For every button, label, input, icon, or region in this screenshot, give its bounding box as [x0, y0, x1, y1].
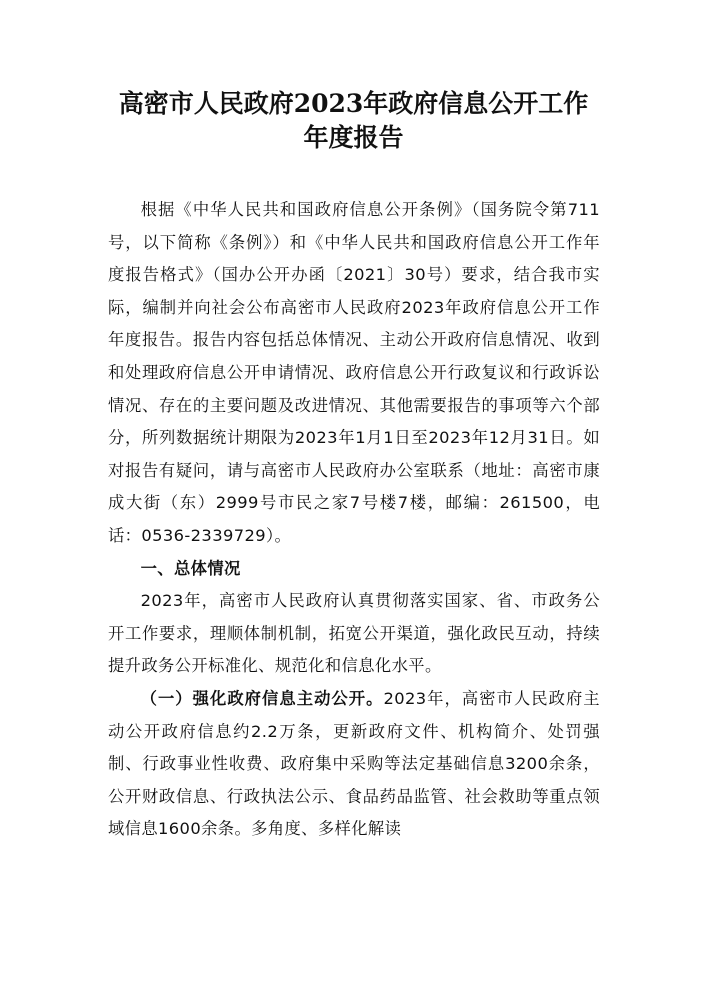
document-title-line-1: 高密市人民政府2023年政府信息公开工作	[118, 89, 589, 118]
document-body	[108, 194, 600, 846]
intro-paragraph: 根据《中华人民共和国政府信息公开条例》（国务院令第711号，以下简称《条例》）和《中华人民共和国政府信息公开工作年度报告格式》（国办公开办函〔2021〕30号）要求，结合我市实际，编制并向社会公布高密市人民政府2023年政府信息公开工作年度报告。报告内容包括总体情况、主动公开政府信息情况、收到和处理政府信息公开申请情况、政府信息公开行政复议和行政诉讼情况、存在的主要问题及改进情况、其他需要报告的事项等六个部分，所列数据统计期限为2023年1月1日至2023年12月31日。如对报告有疑问，请与高密市人民政府办公室联系（地址：高密市康成大街（东）2999号市民之家7号楼7楼，邮编：261500，电话：0536-2339729）。	[108, 200, 600, 545]
subsection-heading-active-disclosure: （一）强化政府信息主动公开。	[140, 688, 384, 708]
document-title-line-2: 年度报告	[303, 123, 404, 152]
subsection-text-active-disclosure: 2023年，高密市人民政府主动公开政府信息约2.2万条，更新政府文件、机构简介、处罚强制、行政事业性收费、政府集中采购等法定基础信息3200余条，公开财政信息、行政执法公示、食品药品监管、社会救助等重点领域信息1600余条。多角度、多样化解读	[108, 688, 600, 839]
section-heading-overview: 一、总体情况	[140, 558, 241, 578]
overview-paragraph: 2023年，高密市人民政府认真贯彻落实国家、省、市政务公开工作要求，理顺体制机制，拓宽公开渠道，强化政民互动，持续提升政务公开标准化、规范化和信息化水平。	[108, 591, 600, 676]
subsection-paragraph-active-disclosure	[108, 683, 600, 846]
